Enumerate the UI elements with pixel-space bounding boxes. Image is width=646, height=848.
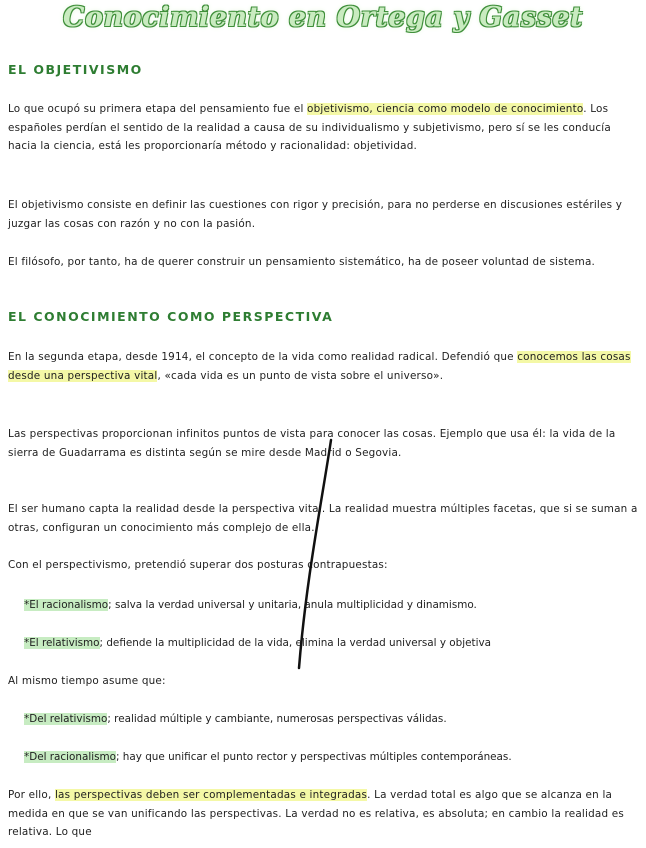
paragraph-perspectiva-6 [8,786,638,842]
page-title: Conocimiento en Ortega y Gasset [63,2,583,33]
highlight: objetivismo, ciencia como modelo de conocimiento [307,103,584,115]
highlight: conocemos las cosas desde una perspectiva vital [8,351,631,382]
text: Lo que ocupó su primera etapa del pensamiento fue el [8,103,308,115]
bullet-racionalismo [24,596,644,615]
bullet-text: ; salva la verdad universal y unitaria, anula multiplicidad y dinamismo. [108,599,477,611]
bullet-relativismo [24,634,644,653]
bullet-term: *El racionalismo [24,599,109,611]
text: . La verdad total es algo que se alcanza en la medida en que se van unificando las perspectivas. La verdad no es relativa, es absoluta; en cambio la realidad es relativa. Lo que [8,789,624,838]
paragraph-perspectiva-2: Las perspectivas proporcionan infinitos puntos de vista para conocer las cosas. Ejemplo que usa él: la vida de la sierra de Guadarrama es distinta según se mire desde Madrid o Segovia. [8,428,616,459]
bullet-text: ; realidad múltiple y cambiante, numerosas perspectivas válidas. [107,713,447,725]
paragraph-perspectiva-4: Con el perspectivismo, pretendió superar dos posturas contrapuestas: [8,559,388,571]
heading-objetivismo: EL OBJETIVISMO [8,62,143,77]
bullet-term: *Del racionalismo [24,751,116,763]
heading-perspectiva: EL CONOCIMIENTO COMO PERSPECTIVA [8,309,334,324]
bullet-del-racionalismo [24,748,644,767]
paragraph-perspectiva-1 [8,348,638,385]
text: . Los españoles perdían el sentido de la realidad a causa de su individualismo y subjetivismo, pero sí se les conducía hacia la ciencia, está les proporcionaría método y racionalidad: objetividad. [8,103,611,152]
text: Por ello, [8,789,55,801]
text: , «cada vida es un punto de vista sobre el universo». [157,369,444,382]
highlight: las perspectivas deben ser complementadas e integradas [54,789,368,801]
bullet-term: *Del relativismo [24,713,108,725]
paragraph-perspectiva-5: Al mismo tiempo asume que: [8,675,166,687]
paragraph-objetivismo-3: El filósofo, por tanto, ha de querer construir un pensamiento sistemático, ha de poseer voluntad de sistema. [8,256,596,268]
bullet-del-relativismo [24,710,644,729]
text: En la segunda etapa, desde 1914, el concepto de la vida como realidad radical. Defendió que [8,351,518,363]
paragraph-objetivismo-2: El objetivismo consiste en definir las cuestiones con rigor y precisión, para no perderse en discusiones estériles y juzgar las cosas con razón y no con la pasión. [8,199,623,230]
paragraph-perspectiva-3: El ser humano capta la realidad desde la perspectiva vital. La realidad muestra múltiples facetas, que si se suman a otras, configuran un conocimiento más complejo de ella. [8,503,638,534]
bullet-term: *El relativismo [24,637,100,649]
bullet-text: ; defiende la multiplicidad de la vida, elimina la verdad universal y objetiva [99,637,492,649]
paragraph-objetivismo-1 [8,100,638,156]
bullet-text: ; hay que unificar el punto rector y perspectivas múltiples contemporáneas. [116,751,512,763]
